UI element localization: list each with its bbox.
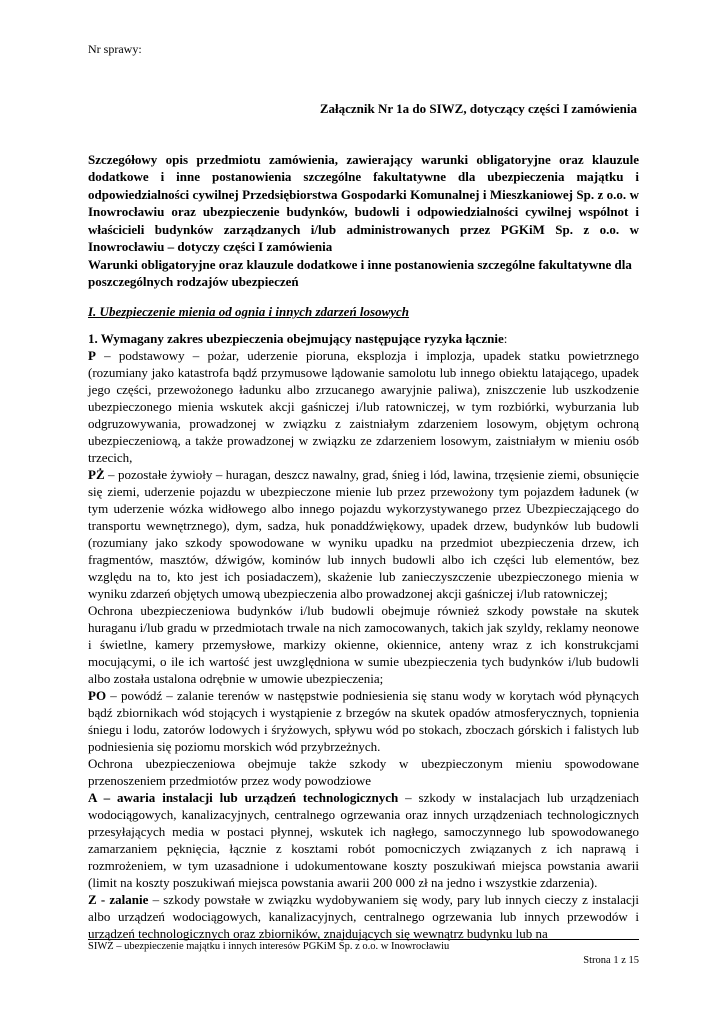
body-text <box>88 330 639 942</box>
footer-text: SIWZ – ubezpieczenie majątku i innych interesów PGKiM Sp. z o.o. w Inowrocławiu <box>88 941 450 952</box>
risk-po-paragraph <box>88 687 639 755</box>
risk-code-z: Z - zalanie <box>88 892 149 907</box>
risk-code-a: A – awaria instalacji lub urządzeń technologicznych <box>88 790 399 805</box>
annex-title: Załącznik Nr 1a do SIWZ, dotyczący części I zamówienia <box>319 101 637 116</box>
risk-po-text: – powódź – zalanie terenów w następstwie podniesienia się stanu wody w korytach wód płynących bądź zbiornikach wód stojących i wystąpienie z brzegów na skutek opadów atmosferycznych, topnienia śniegu i lodu, zatorów lodowych i śryżowych, spływu wód po stokach, zboczach górskich i falistych lub podniesienia się poziomu morskich wód przybrzeżnych. <box>88 688 639 754</box>
document-title: Szczegółowy opis przedmiotu zamówienia, zawierający warunki obligatoryjne oraz klauzule dodatkowe i inne postanowienia szczególne fakultatywne dla ubezpieczenia majątku i odpowiedzialności cywilnej Przedsiębiorstwa Gospodarki Komunalnej i Mieszkaniowej Sp. z o.o. w Inowrocławiu oraz ubezpieczenie budynków, budowli i odpowiedzialności cywilnej wspólnot i właścicieli budynków zarządzanych i/lub administrowanych przez PGKiM Sp. z o.o. w Inowrocławiu – dotyczy części I zamówienia <box>88 152 639 255</box>
risk-p-paragraph <box>88 347 639 466</box>
risk-code-po: PO <box>88 688 107 703</box>
risk-pz-text: – pozostałe żywioły – huragan, deszcz nawalny, grad, śnieg i lód, lawina, trzęsienie ziemi, obsunięcie się ziemi, uderzenie pojazdu w ubezpieczone mienie lub przez przewożony tym pojazdem ładunek (w tym uderzenie wózka widłowego albo innego pojazdu wykorzystywanego przez Ubezpieczającego do transportu wewnętrznego), dym, sadza, huk ponaddźwiękowy, upadek drzew, budynków lub budowli (rozumiany jako szkody spowodowane w wyniku upadku na przedmiot ubezpieczenia drzew, ich fragmentów, masztów, dźwigów, kominów lub innych budowli albo ich części lub elementów, bez względu na to, kto jest ich posiadaczem), skażenie lub zanieczyszczenie ubezpieczonego mienia w wyniku zdarzeń objętych umową ubezpieczenia albo prowadzonej akcji gaśniczej i/lub ratowniczej; <box>88 467 639 601</box>
risk-a-text: – szkody w instalacjach lub urządzeniach wodociągowych, kanalizacyjnych, centralnego ogrzewania oraz innych urządzeniach technologicznych przesyłających media w postaci płynnej, wskutek ich nagłego, samoczynnego lub spowodowanego zamarzaniem pęknięcia, łącznie z kosztami robót pomocniczych związanych z ich naprawą i rozmrożeniem, w tym uzasadnione i udokumentowane koszty poszukiwań miejsca powstania awarii (limit na koszty poszukiwań miejsca powstania awarii 200 000 zł na jedno i wszystkie zdarzenia). <box>88 790 639 890</box>
point-1-heading <box>88 330 639 347</box>
section-heading: I. Ubezpieczenie mienia od ognia i innych zdarzeń losowych <box>88 304 410 319</box>
risk-z-paragraph <box>88 891 639 942</box>
point-1-heading-text: 1. Wymagany zakres ubezpieczenia obejmujący następujące ryzyka łącznie <box>88 331 504 346</box>
point-1-colon: : <box>503 331 508 346</box>
case-number-label: Nr sprawy: <box>88 42 142 56</box>
risk-pz-extra: Ochrona ubezpieczeniowa budynków i/lub budowli obejmuje również szkody powstałe na skutek huraganu i/lub gradu w przedmiotach trwale na nich zamocowanych, takich jak szyldy, reklamy neonowe i świetlne, kamery przemysłowe, markizy okienne, okiennice, anteny wraz z ich konstrukcjami mocującymi, o ile ich wartość jest uwzględniona w sumie ubezpieczenia tych budynków i/lub budowli albo została ustalona odrębnie w umowie ubezpieczenia; <box>88 603 639 686</box>
subtitle: Warunki obligatoryjne oraz klauzule dodatkowe i inne postanowienia szczególne fakultatywne dla poszczególnych rodzajów ubezpieczeń <box>88 257 632 289</box>
footer-divider <box>88 939 639 940</box>
risk-code-pz: PŻ <box>88 467 105 482</box>
risk-z-text: – szkody powstałe w związku wydobywaniem się wody, pary lub innych cieczy z instalacji albo urządzeń wodociągowych, kanalizacyjnych, centralnego ogrzewania lub innych przewodów i urządzeń technologicznych oraz zbiorników, znajdujących się wewnątrz budynku lub na <box>88 892 639 941</box>
risk-a-paragraph <box>88 789 639 891</box>
risk-po-extra: Ochrona ubezpieczeniowa obejmuje także szkody w ubezpieczonym mieniu spowodowane przenoszeniem przedmiotów przez wody powodziowe <box>88 756 639 788</box>
risk-p-text: – podstawowy – pożar, uderzenie pioruna, eksplozja i implozja, upadek statku powietrznego (rozumiany jako katastrofa bądź przymusowe lądowanie samolotu lub innego obiektu latającego, upadek jego części, przewożonego ładunku albo zrzucanego awaryjnie paliwa), zniszczenie lub uszkodzenie ubezpieczonego mienia wskutek akcji gaśniczej i/lub ratowniczej, w tym rozbiórki, wyburzania lub odgruzowywania, prowadzonej w związku z zaistniałym zdarzeniem losowym, objętym ochroną ubezpieczeniową, a także prowadzonej w związku ze zdarzeniem losowym, zaistniałym w mieniu osób trzecich, <box>88 348 639 465</box>
risk-code-p: P <box>88 348 96 363</box>
page-number: Strona 1 z 15 <box>583 955 639 966</box>
risk-pz-paragraph <box>88 466 639 602</box>
